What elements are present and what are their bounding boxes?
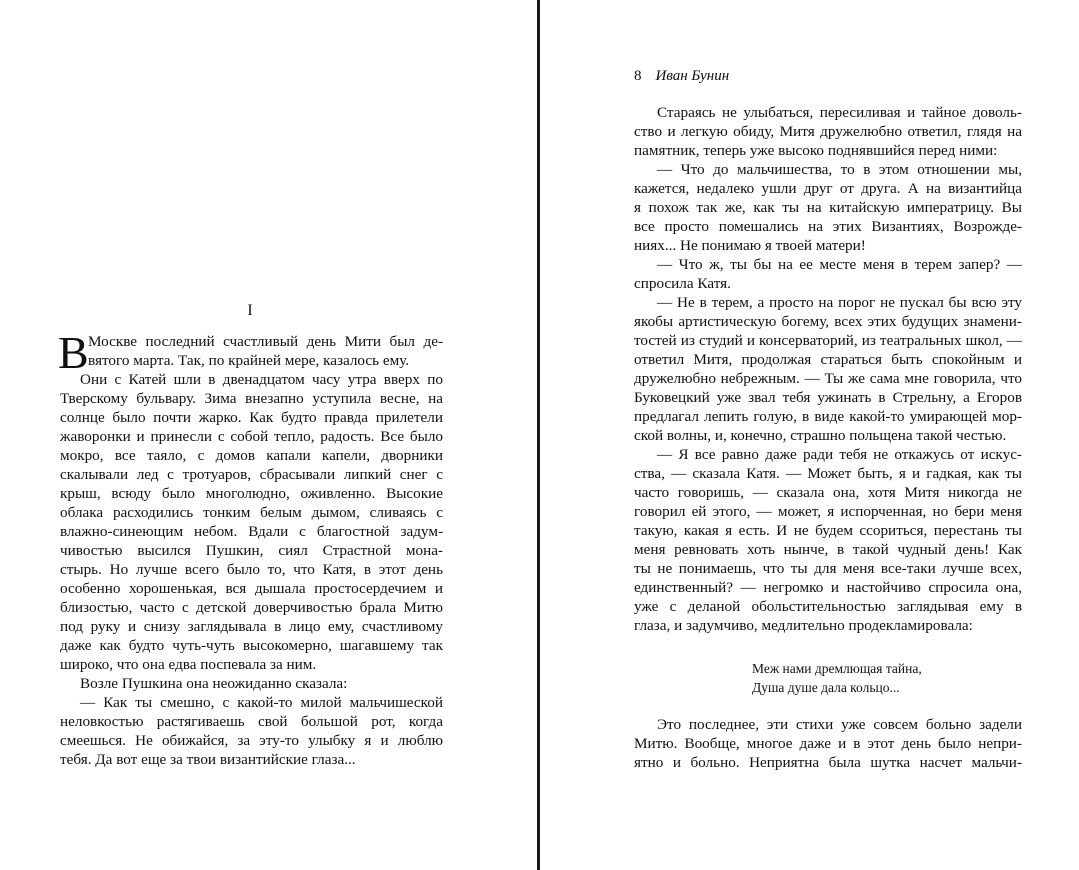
text-line: — Не в терем, а просто на порог не пускал бы всю эту <box>657 294 1022 311</box>
drop-cap: В <box>58 327 89 378</box>
text-line: близостью, часто с детской доверчивостью брала Митю <box>60 599 443 616</box>
text-line: даже как будто чуть-чуть высокомерно, шагавшему так <box>60 637 443 654</box>
text-line: — Я все равно даже ради тебя не откажусь от искус- <box>657 446 1022 463</box>
text-line: солнце было почти жарко. Как будто правда прилетели <box>60 409 443 426</box>
left-page <box>0 0 538 870</box>
text-line: крыш, всюду было многолюдно, оживленно. Высокие <box>60 485 443 502</box>
text-line: я похож так же, как ты на китайскую императрицу. Вы <box>634 199 1022 216</box>
text-line: стырь. Но лучше всего было то, что Катя, в этот день <box>60 561 443 578</box>
text-line: скалывали лед с тротуаров, сбрасывали липкий снег с <box>60 466 443 483</box>
text-line: дружелюбно небрежным. — Ты же сама мне говорила, что <box>634 370 1022 387</box>
page-number: 8 <box>634 68 642 84</box>
text-line: Возле Пушкина она неожиданно сказала: <box>80 675 348 692</box>
text-line: Они с Катей шли в двенадцатом часу утра вверх по <box>80 371 443 388</box>
text-line: смеешься. Не обижайся, за эту-то улыбку я и люблю <box>60 732 443 749</box>
text-line: Тверскому бульвару. Зима внезапно уступила весне, на <box>60 390 443 407</box>
text-line: ство и легкую обиду, Митя дружелюбно ответил, глядя на <box>634 123 1022 140</box>
text-line: под руку и снизу заглядывала в лицо ему, счастливому <box>60 618 443 635</box>
text-line: ской волны, и, конечно, страшно польщена такой честью. <box>634 427 1007 444</box>
text-line: единственный? — негромко и настойчиво спросила она, <box>634 579 1022 596</box>
text-line: облака расходились тонким белым дымом, сливаясь с <box>60 504 443 521</box>
verse-line: Меж нами дремлющая тайна, <box>752 661 922 676</box>
text-line: ты не понимаешь, что ты для меня все-таки лучше всех, <box>634 560 1022 577</box>
text-line: кажется, недалеко ушли друг от друга. А на византийца <box>634 180 1022 197</box>
text-line: уже с деланой обольстительностью заглядывая ему в <box>634 598 1022 615</box>
running-head <box>634 66 729 86</box>
book-spine-divider <box>537 0 540 870</box>
text-line: Москве последний счастливый день Мити был де- <box>88 333 443 350</box>
text-line: неловкостью растягиваешь свой большой рот, когда <box>60 713 443 730</box>
text-line: тебя. Да вот еще за твои византийские глаза... <box>60 751 356 768</box>
text-line: мокро, все таяло, с домов капали капели, дворники <box>60 447 443 464</box>
text-line: такую, какая я есть. И не будем ссориться, перестань ты <box>634 522 1022 539</box>
chapter-numeral: I <box>247 302 253 319</box>
running-author: Иван Бунин <box>655 68 730 84</box>
text-line: чивостью высился Пушкин, сиял Страстной мона- <box>60 542 443 559</box>
text-line: — Как ты смешно, с какой-то милой мальчишеской <box>80 694 443 711</box>
text-line: Буковецкий уже звал тебя ужинать в Стрельну, а Егоров <box>634 389 1022 406</box>
text-line: меня ревновать хоть нынче, в такой чудный день! Как <box>634 541 1022 558</box>
text-line: говорил ей этого, — может, я испорченная, но бери меня <box>634 503 1022 520</box>
text-line: часто говоришь, — сказала она, хотя Митя никогда не <box>634 484 1022 501</box>
text-line: жаворонки и принесли с собой тепло, радость. Все было <box>60 428 443 445</box>
text-line: ятно и больно. Неприятна была шутка насчет мальчи- <box>634 754 1022 771</box>
text-line: Это последнее, эти стихи уже совсем больно задели <box>657 716 1022 733</box>
text-line: глаза, и задумчиво, медлительно продекламировала: <box>634 617 973 634</box>
text-line: Митю. Вообще, многое даже и в этот день было непри- <box>634 735 1022 752</box>
verse-line: Душа душе дала кольцо... <box>752 680 900 695</box>
text-line: предлагал лепить голую, в виде какой-то умирающей мор- <box>634 408 1022 425</box>
text-line: Стараясь не улыбаться, пересиливая и тайное доволь- <box>657 104 1022 121</box>
text-line: тостей из студий и консерваторий, из театральных школ, — <box>634 332 1022 349</box>
text-line: ответил Митя, продолжая стараться быть спокойным и <box>634 351 1022 368</box>
text-line: все просто помешались на этих Византиях, Возрожде- <box>634 218 1022 235</box>
text-line: якобы артистическую богему, всех этих будущих знамени- <box>634 313 1022 330</box>
right-page <box>541 0 1079 870</box>
text-line: особенно хорошенькая, вся дышала простосердечием и <box>60 580 443 597</box>
text-line: — Что ж, ты бы на ее месте меня в терем запер? — <box>657 256 1022 273</box>
text-line: ниях... Не понимаю я твоей матери! <box>634 237 866 254</box>
text-line: памятник, теперь уже высоко поднявшийся перед ними: <box>634 142 998 159</box>
text-line: широко, что она едва поспевала за ним. <box>60 656 317 673</box>
text-line: — Что до мальчишества, то в этом отношении мы, <box>657 161 1022 178</box>
text-line: вятого марта. Так, по крайней мере, казалось ему. <box>88 352 410 369</box>
text-line: ства, — сказала Катя. — Может быть, я и гадкая, как ты <box>634 465 1022 482</box>
text-line: спросила Катя. <box>634 275 731 292</box>
text-line: влажно-синеющим небом. Вдали с благостной задум- <box>60 523 443 540</box>
